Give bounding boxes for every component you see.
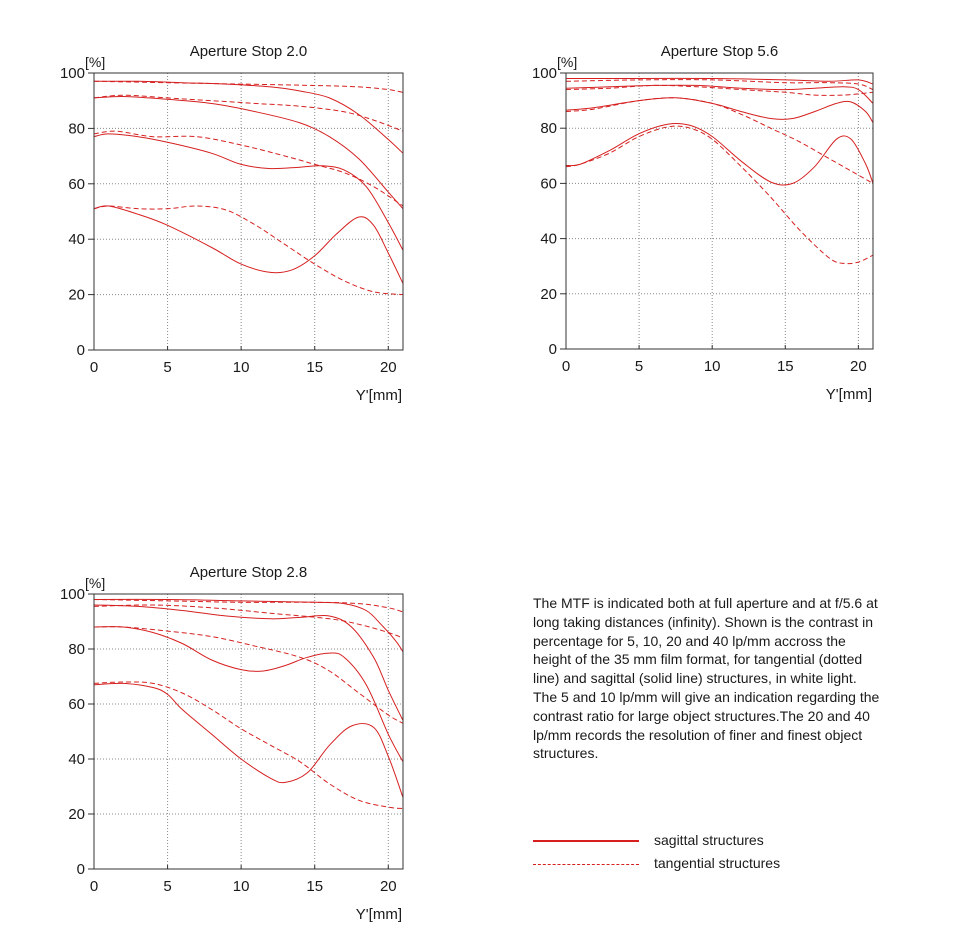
y-tick-label: 100	[59, 65, 85, 82]
plot-frame	[94, 594, 403, 869]
mtf-chart-2	[532, 43, 873, 403]
x-tick-label: 15	[306, 359, 324, 376]
legend-sagittal-label: sagittal structures	[654, 832, 764, 848]
sagittal-curve	[94, 206, 403, 284]
y-unit-label: [%]	[557, 54, 578, 70]
tangential-curve	[94, 131, 403, 206]
mtf-chart-3	[60, 564, 403, 923]
tangential-curve	[94, 627, 403, 724]
y-tick-label: 0	[548, 341, 557, 358]
y-unit-label: [%]	[85, 54, 106, 70]
y-tick-label: 60	[68, 696, 85, 713]
y-tick-label: 80	[68, 120, 85, 138]
y-tick-label: 40	[68, 751, 85, 768]
sagittal-curve	[94, 683, 403, 797]
chart-title: Aperture Stop 2.8	[189, 564, 308, 581]
sagittal-curve	[94, 605, 403, 721]
y-tick-label: 0	[76, 342, 85, 359]
legend-tangential	[533, 854, 833, 876]
sagittal-curve	[94, 134, 403, 250]
y-tick-label: 80	[540, 120, 557, 138]
y-tick-label: 20	[68, 806, 85, 823]
legend-solid-line	[533, 840, 639, 842]
sagittal-curve	[566, 123, 873, 185]
y-tick-label: 20	[540, 285, 557, 303]
y-tick-label: 20	[68, 286, 85, 304]
y-tick-label: 100	[59, 586, 85, 603]
x-tick-label: 10	[232, 359, 250, 376]
x-tick-label: 5	[163, 359, 172, 376]
sagittal-curve	[94, 627, 403, 762]
chart-title: Aperture Stop 5.6	[660, 43, 779, 60]
y-tick-label: 80	[68, 641, 85, 658]
legend-dashed-line	[533, 864, 639, 865]
x-tick-label: 15	[776, 358, 794, 375]
x-tick-label: 20	[379, 878, 397, 895]
plot-frame	[94, 73, 403, 350]
sagittal-curve	[566, 78, 873, 84]
x-axis-label: Y'[mm]	[355, 387, 402, 404]
tangential-curve	[94, 81, 403, 92]
tangential-curve	[566, 98, 873, 184]
sagittal-curve	[566, 98, 873, 123]
y-tick-label: 40	[540, 230, 557, 248]
sagittal-curve	[94, 81, 403, 153]
x-tick-label: 10	[232, 878, 250, 895]
y-tick-label: 60	[68, 175, 85, 193]
plot-frame	[566, 73, 873, 349]
y-unit-label: [%]	[85, 575, 106, 591]
x-tick-label: 0	[89, 878, 99, 895]
x-tick-label: 10	[703, 358, 721, 375]
y-tick-label: 0	[76, 861, 85, 878]
x-tick-label: 20	[850, 358, 867, 375]
x-axis-label: Y'[mm]	[825, 386, 872, 403]
x-tick-label: 20	[379, 359, 397, 376]
x-tick-label: 15	[306, 878, 324, 895]
legend-tangential-label: tangential structures	[654, 855, 781, 871]
y-tick-label: 40	[68, 231, 85, 249]
mtf-description: The MTF is indicated both at full aperture and at f/5.6 at long taking distances (infinity). Shown is the contrast in percentage for 5, 10, 20 and 40 lp/mm accross the height of the 35 mm film format, for tangential (dotted line) and sagittal (solid line) structures, in white light. The 5 and 10 lp/mm will give an indication regarding the contrast ratio for large object structures.The 20 and 40 lp/mm records the resolution of finer and finest object structures.	[533, 595, 880, 762]
x-tick-label: 5	[634, 358, 644, 375]
y-tick-label: 60	[540, 175, 557, 193]
tangential-curve	[94, 206, 403, 295]
tangential-curve	[94, 682, 403, 809]
mtf-chart-1	[60, 43, 403, 404]
x-axis-label: Y'[mm]	[355, 906, 402, 923]
x-tick-label: 0	[89, 359, 99, 376]
tangential-curve	[566, 126, 873, 264]
y-tick-label: 100	[531, 65, 557, 82]
chart-title: Aperture Stop 2.0	[189, 43, 308, 60]
x-tick-label: 0	[561, 358, 571, 375]
x-tick-label: 5	[163, 878, 172, 895]
sagittal-curve	[94, 599, 403, 651]
legend-sagittal	[533, 831, 833, 853]
